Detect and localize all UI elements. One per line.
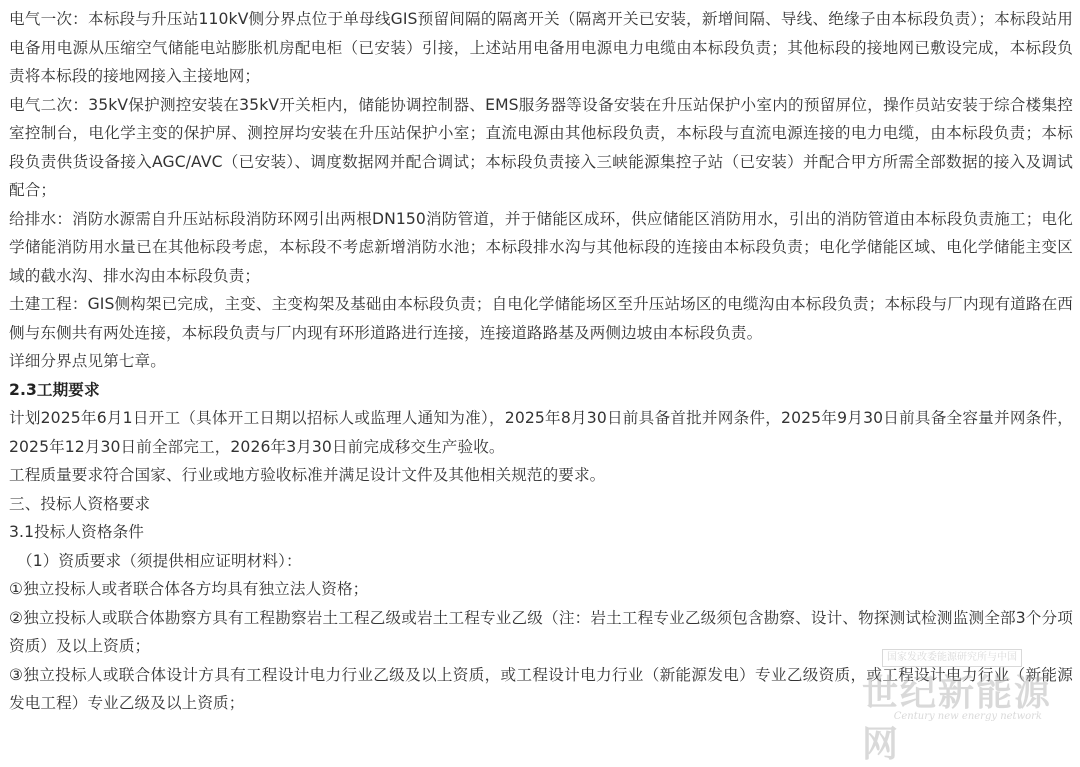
section-heading: 2.3工期要求 — [9, 380, 100, 399]
paragraph: ①独立投标人或者联合体各方均具有独立法人资格； — [9, 580, 369, 598]
paragraph: 计划2025年6月1日开工（具体开工日期以招标人或监理人通知为准），2025年8月30日前具备首批并网条件，2025年9月30日前具备全容量并网条件，2025年12月30日前全部完工，2026年3月30日前完成移交生产验收。 — [9, 409, 1073, 456]
paragraph: 给排水：消防水源需自升压站标段消防环网引出两根DN150消防管道，并于储能区成环，供应储能区消防用水，引出的消防管道由本标段负责施工；电化学储能消防用水量已在其他标段考虑，本标段不考虑新增消防水池；本标段排水沟与其他标段的连接由本标段负责；电化学储能区域、电化学储能主变区域的截水沟、排水沟由本标段负责； — [9, 209, 1073, 285]
paragraph: 三、投标人资格要求 — [9, 494, 151, 513]
watermark-tagline: 国家发改委能源研究所与中国 — [882, 649, 1022, 667]
paragraph: 电气一次：本标段与升压站110kV侧分界点位于单母线GIS预留间隔的隔离开关（隔离开关已安装，新增间隔、导线、绝缘子由本标段负责）；本标段站用电备用电源从压缩空气储能电站膨胀机房配电柜（已安装）引接，上述站用电备用电源电力电缆由本标段负责；其他标段的接地网已敷设完成，本标段负责将本标段的接地网接入主接地网； — [9, 10, 1073, 85]
paragraph: 3.1投标人资格条件 — [9, 523, 144, 541]
paragraph: 工程质量要求符合国家、行业或地方验收标准并满足设计文件及其他相关规范的要求。 — [9, 466, 606, 484]
watermark-title: 世纪新能源网 — [862, 672, 1053, 765]
paragraph: ③独立投标人或联合体设计方具有工程设计电力行业乙级及以上资质，或工程设计电力行业（新能源发电）专业乙级资质，或工程设计电力行业（新能源发电工程）专业乙级及以上资质； — [9, 665, 1073, 712]
paragraph: ②独立投标人或联合体勘察方具有工程勘察岩土工程乙级或岩土工程专业乙级（注：岩土工程专业乙级须包含勘察、设计、物探测试检测监测全部3个分项资质）及以上资质； — [9, 608, 1073, 655]
watermark-subtitle: Century new energy network — [893, 711, 1042, 722]
paragraph: 土建工程：GIS侧构架已完成，主变、主变构架及基础由本标段负责；自电化学储能场区至升压站场区的电缆沟由本标段负责；本标段与厂内现有道路在西侧与东侧共有两处连接，本标段负责与厂内现有环形道路进行连接，连接道路路基及两侧边坡由本标段负责。 — [9, 295, 1073, 342]
document-body — [9, 5, 1073, 718]
paragraph: 详细分界点见第七章。 — [9, 352, 166, 370]
paragraph: 电气二次：35kV保护测控安装在35kV开关柜内，储能协调控制器、EMS服务器等设备安装在升压站保护小室内的预留屏位，操作员站安装于综合楼集控室控制台，电化学主变的保护屏、测控屏均安装在升压站保护小室；直流电源由其他标段负责，本标段与直流电源连接的电力电缆，由本标段负责；本标段负责供货设备接入AGC/AVC（已安装）、调度数据网并配合调试；本标段负责接入三峡能源集控子站（已安装）并配合甲方所需全部数据的接入及调试配合； — [9, 95, 1073, 199]
paragraph: （1）资质要求（须提供相应证明材料）： — [17, 551, 302, 570]
